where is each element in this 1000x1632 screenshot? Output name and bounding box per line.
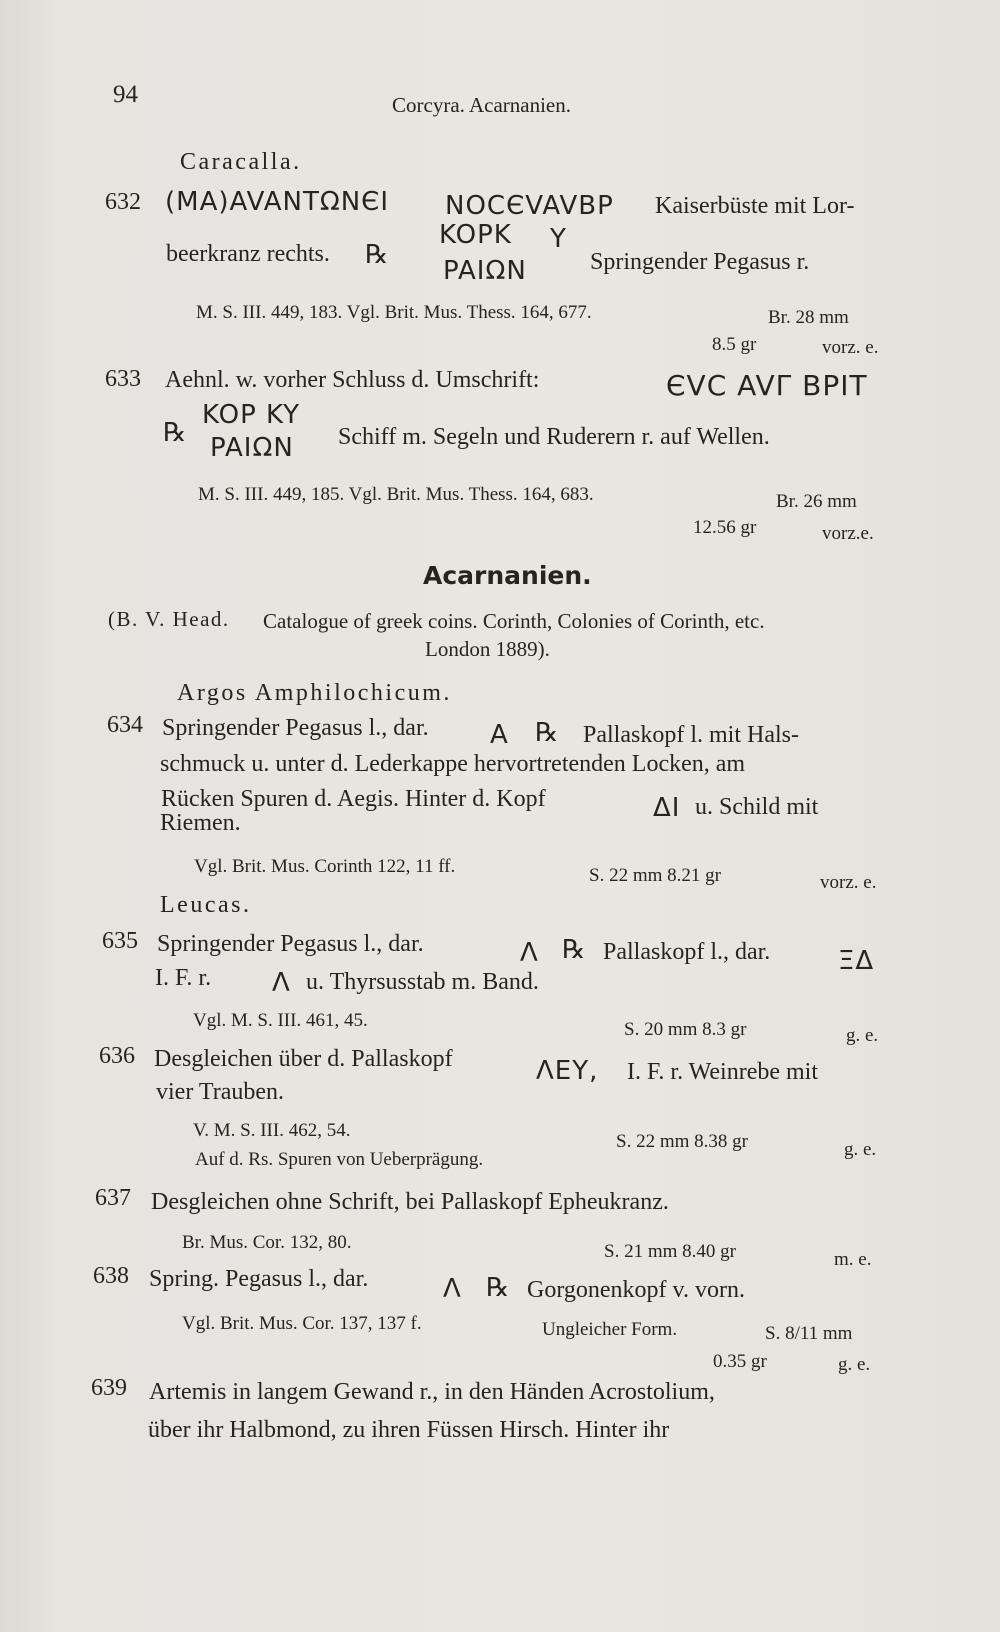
size-weight: S. 22 mm 8.38 gr bbox=[616, 1131, 748, 1152]
condition: vorz.e. bbox=[822, 523, 874, 544]
obverse-legend-continued: NOCЄVAVBP bbox=[445, 191, 614, 221]
field-letter: A bbox=[490, 720, 509, 750]
reverse-description: Springender Pegasus r. bbox=[590, 249, 810, 275]
reverse-symbol: ℞ bbox=[486, 1273, 510, 1303]
section-title-leucas: Leucas. bbox=[160, 892, 252, 918]
reference: Vgl. Brit. Mus. Corinth 122, 11 ff. bbox=[194, 856, 456, 877]
section-title-argos: Argos Amphilochicum. bbox=[177, 680, 452, 706]
reference: Br. Mus. Cor. 132, 80. bbox=[182, 1232, 352, 1253]
weight: 8.5 gr bbox=[712, 334, 757, 355]
field-letter-secondary: Λ bbox=[272, 968, 291, 998]
reverse-legend-top: KOP KY bbox=[202, 400, 301, 430]
field-monogram: ΞΔ bbox=[838, 946, 875, 976]
obverse-legend: (MA)AVANTΩNЄI bbox=[165, 187, 390, 217]
description: Artemis in langem Gewand r., in den Händen Acrostolium, bbox=[149, 1379, 715, 1405]
condition: g. e. bbox=[846, 1025, 879, 1046]
entry-number: 636 bbox=[99, 1043, 135, 1069]
reverse-legend-bottom: PAIΩN bbox=[210, 433, 294, 463]
entry-number: 632 bbox=[105, 189, 141, 215]
size: S. 8/11 mm bbox=[765, 1323, 853, 1344]
size-weight: S. 21 mm 8.40 gr bbox=[604, 1241, 736, 1262]
condition: vorz. e. bbox=[822, 337, 879, 358]
size-weight: S. 22 mm 8.21 gr bbox=[589, 865, 721, 886]
description: Desgleichen über d. Pallaskopf bbox=[154, 1046, 453, 1072]
reference: Vgl. M. S. III. 461, 45. bbox=[193, 1010, 368, 1031]
bibliography-title: Catalogue of greek coins. Corinth, Colonies of Corinth, etc. bbox=[263, 609, 765, 633]
field-letter: Λ bbox=[520, 938, 539, 968]
reverse-symbol: ℞ bbox=[365, 240, 389, 270]
size-weight: S. 20 mm 8.3 gr bbox=[624, 1019, 747, 1040]
description-line: I. F. r. bbox=[155, 965, 212, 991]
entry-number: 633 bbox=[105, 366, 141, 392]
field-monogram: ΔI bbox=[653, 793, 681, 823]
weight: 12.56 gr bbox=[693, 517, 757, 538]
description: Springender Pegasus l., dar. bbox=[162, 715, 429, 741]
bibliography-author: (B. V. Head. bbox=[108, 607, 230, 631]
condition: g. e. bbox=[838, 1354, 871, 1375]
description-line: u. Schild mit bbox=[695, 794, 819, 820]
description-line: Rücken Spuren d. Aegis. Hinter d. Kopf bbox=[161, 786, 546, 812]
obverse-legend: ЄVC AVΓ BPIT bbox=[666, 369, 868, 402]
description: Springender Pegasus l., dar. bbox=[157, 931, 424, 957]
form-note: Ungleicher Form. bbox=[542, 1319, 678, 1340]
description-line: schmuck u. unter d. Lederkappe hervortretenden Locken, am bbox=[160, 751, 746, 777]
description-line: über ihr Halbmond, zu ihren Füssen Hirsch. Hinter ihr bbox=[148, 1417, 670, 1443]
field-legend: ΛEY, bbox=[536, 1056, 599, 1086]
bibliography-place: London 1889). bbox=[425, 637, 550, 661]
description-line: u. Thyrsusstab m. Band. bbox=[306, 969, 539, 995]
description: Spring. Pegasus l., dar. bbox=[149, 1266, 369, 1292]
description-line: vier Trauben. bbox=[156, 1079, 284, 1105]
section-title-caracalla: Caracalla. bbox=[180, 149, 302, 175]
entry-number: 639 bbox=[91, 1375, 127, 1401]
note: Auf d. Rs. Spuren von Ueberprägung. bbox=[195, 1149, 484, 1170]
description-line: Riemen. bbox=[160, 810, 241, 836]
description-line: I. F. r. Weinrebe mit bbox=[627, 1059, 819, 1085]
description: Desgleichen ohne Schrift, bei Pallaskopf Epheukranz. bbox=[151, 1189, 669, 1215]
description-continued: beerkranz rechts. bbox=[166, 241, 330, 267]
reverse-symbol: ℞ bbox=[562, 935, 586, 965]
description: Kaiserbüste mit Lor- bbox=[655, 193, 855, 219]
condition: vorz. e. bbox=[820, 872, 877, 893]
entry-number: 635 bbox=[102, 928, 138, 954]
reverse-legend-bottom: PAIΩN bbox=[443, 256, 527, 286]
running-head: Corcyra. Acarnanien. bbox=[392, 93, 572, 117]
field-letter: Λ bbox=[443, 1274, 462, 1304]
reverse-legend-letter: Y bbox=[550, 224, 567, 254]
entry-number: 638 bbox=[93, 1263, 129, 1289]
weight: 0.35 gr bbox=[713, 1351, 767, 1372]
reference: Vgl. Brit. Mus. Cor. 137, 137 f. bbox=[182, 1313, 422, 1334]
reference: M. S. III. 449, 185. Vgl. Brit. Mus. Thess. 164, 683. bbox=[198, 484, 594, 505]
reverse-description: Pallaskopf l., dar. bbox=[603, 939, 771, 965]
reference: M. S. III. 449, 183. Vgl. Brit. Mus. Thess. 164, 677. bbox=[196, 302, 592, 323]
condition: m. e. bbox=[834, 1249, 872, 1270]
condition: g. e. bbox=[844, 1139, 877, 1160]
page-number: 94 bbox=[113, 81, 138, 108]
size: Br. 28 mm bbox=[768, 307, 849, 328]
description: Aehnl. w. vorher Schluss d. Umschrift: bbox=[165, 367, 540, 393]
reverse-symbol: ℞ bbox=[163, 418, 187, 448]
reverse-description: Pallaskopf l. mit Hals- bbox=[583, 722, 799, 748]
reference: V. M. S. III. 462, 54. bbox=[193, 1120, 351, 1141]
reverse-description: Schiff m. Segeln und Ruderern r. auf Wellen. bbox=[338, 424, 770, 450]
size: Br. 26 mm bbox=[776, 491, 857, 512]
section-heading-acarnanien: Acarnanien. bbox=[423, 561, 592, 590]
reverse-legend-top: KOPK bbox=[439, 220, 512, 250]
reverse-description: Gorgonenkopf v. vorn. bbox=[527, 1277, 745, 1303]
entry-number: 637 bbox=[95, 1185, 131, 1211]
reverse-symbol: ℞ bbox=[535, 718, 559, 748]
entry-number: 634 bbox=[107, 712, 143, 738]
